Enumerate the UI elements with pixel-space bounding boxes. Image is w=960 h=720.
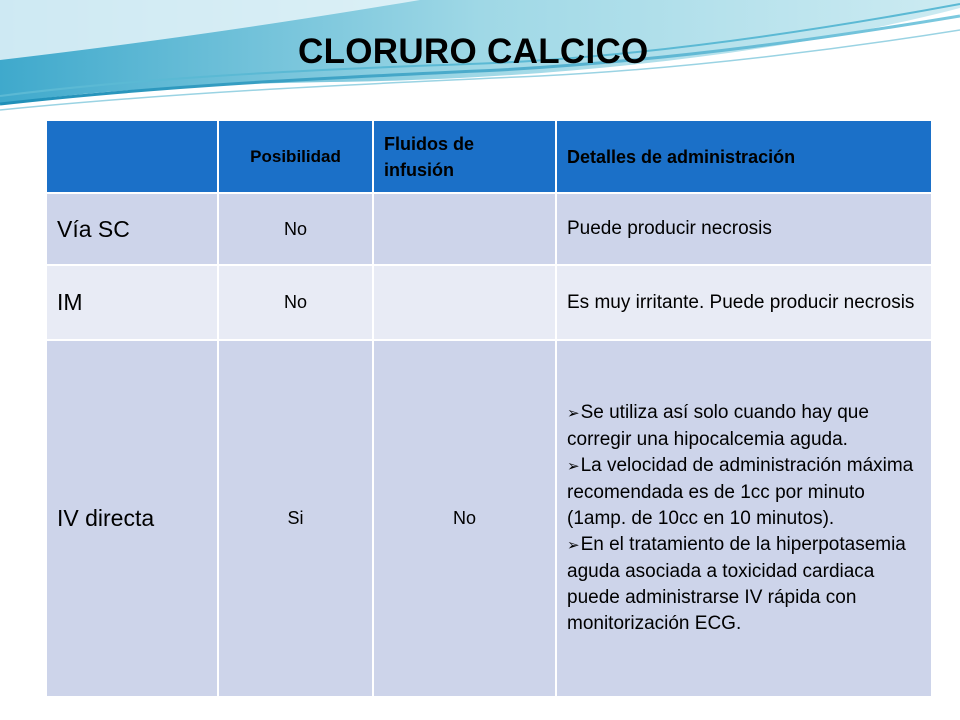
list-item — [567, 453, 921, 532]
list-item — [567, 400, 921, 453]
detalles-cell: Es muy irritante. Puede producir necrosis — [556, 265, 932, 340]
table-header-row — [46, 120, 932, 193]
header-cell-route — [46, 120, 218, 193]
detalles-cell — [556, 340, 932, 697]
arrow-bullet-icon: ➢ — [567, 537, 580, 554]
table-row — [46, 265, 932, 340]
administration-table — [45, 119, 933, 698]
bullet-text: Se utiliza así solo cuando hay que corregir una hipocalcemia aguda. — [567, 402, 869, 450]
route-cell: IM — [46, 265, 218, 340]
posibilidad-cell: No — [218, 265, 373, 340]
posibilidad-cell: No — [218, 193, 373, 265]
slide-title: CLORURO CALCICO — [298, 32, 649, 71]
fluidos-cell: No — [373, 340, 556, 697]
route-cell: Vía SC — [46, 193, 218, 265]
list-item — [567, 532, 921, 637]
fluidos-cell — [373, 193, 556, 265]
table-row — [46, 193, 932, 265]
detalles-bullet-list — [567, 400, 921, 637]
header-cell-detalles: Detalles de administración — [556, 120, 932, 193]
header-cell-fluidos: Fluidos de infusión — [373, 120, 556, 193]
arrow-bullet-icon: ➢ — [567, 458, 580, 475]
posibilidad-cell: Si — [218, 340, 373, 697]
table-row — [46, 340, 932, 697]
header-cell-posibilidad: Posibilidad — [218, 120, 373, 193]
route-cell: IV directa — [46, 340, 218, 697]
arrow-bullet-icon: ➢ — [567, 405, 580, 422]
bullet-text: La velocidad de administración máxima recomendada es de 1cc por minuto (1amp. de 10cc en 10 minutos). — [567, 455, 914, 529]
detalles-cell: Puede producir necrosis — [556, 193, 932, 265]
bullet-text: En el tratamiento de la hiperpotasemia aguda asociada a toxicidad cardiaca puede administrarse IV rápida con monitorización ECG. — [567, 534, 906, 634]
fluidos-cell — [373, 265, 556, 340]
